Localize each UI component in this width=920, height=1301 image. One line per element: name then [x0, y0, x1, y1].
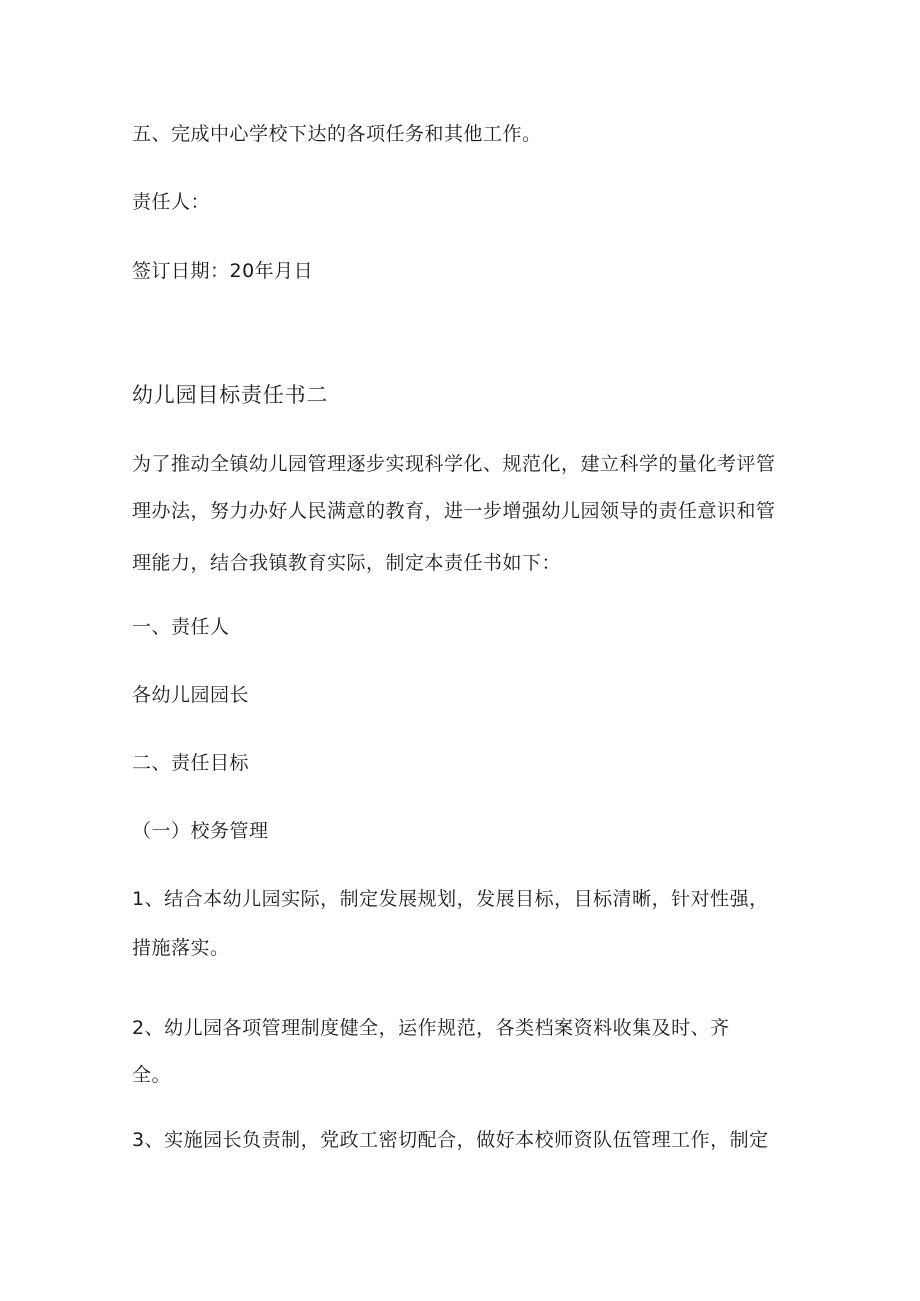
document-title: 幼儿园目标责任书二	[132, 383, 329, 407]
paragraph-item-five: 五、完成中心学校下达的各项任务和其他工作。	[132, 123, 542, 145]
item-1-line-1: 1、结合本幼儿园实际，制定发展规划，发展目标，目标清晰，针对性强，	[132, 888, 769, 910]
intro-paragraph-line-1: 为了推动全镇幼儿园管理逐步实现科学化、规范化，建立科学的量化考评管	[132, 453, 776, 475]
intro-paragraph-line-3: 理能力，结合我镇教育实际，制定本责任书如下：	[132, 552, 562, 574]
responsible-person-label: 责任人：	[132, 191, 211, 213]
item-2-line-1: 2、幼儿园各项管理制度健全，运作规范，各类档案资料收集及时、齐	[132, 1017, 730, 1039]
section-heading-goals: 二、责任目标	[132, 752, 250, 774]
intro-paragraph-line-2: 理办法，努力办好人民满意的教育，进一步增强幼儿园领导的责任意识和管	[132, 500, 776, 522]
item-2-line-2: 全。	[132, 1064, 172, 1086]
subsection-heading-admin: （一）校务管理	[132, 820, 269, 842]
signing-date: 签订日期：20年月日	[132, 260, 314, 282]
section-heading-responsible: 一、责任人	[132, 616, 230, 638]
item-1-line-2: 措施落实。	[132, 937, 230, 959]
item-3-line-1: 3、实施园长负责制，党政工密切配合，做好本校师资队伍管理工作，制定	[132, 1129, 769, 1151]
responsible-persons: 各幼儿园园长	[132, 684, 250, 706]
